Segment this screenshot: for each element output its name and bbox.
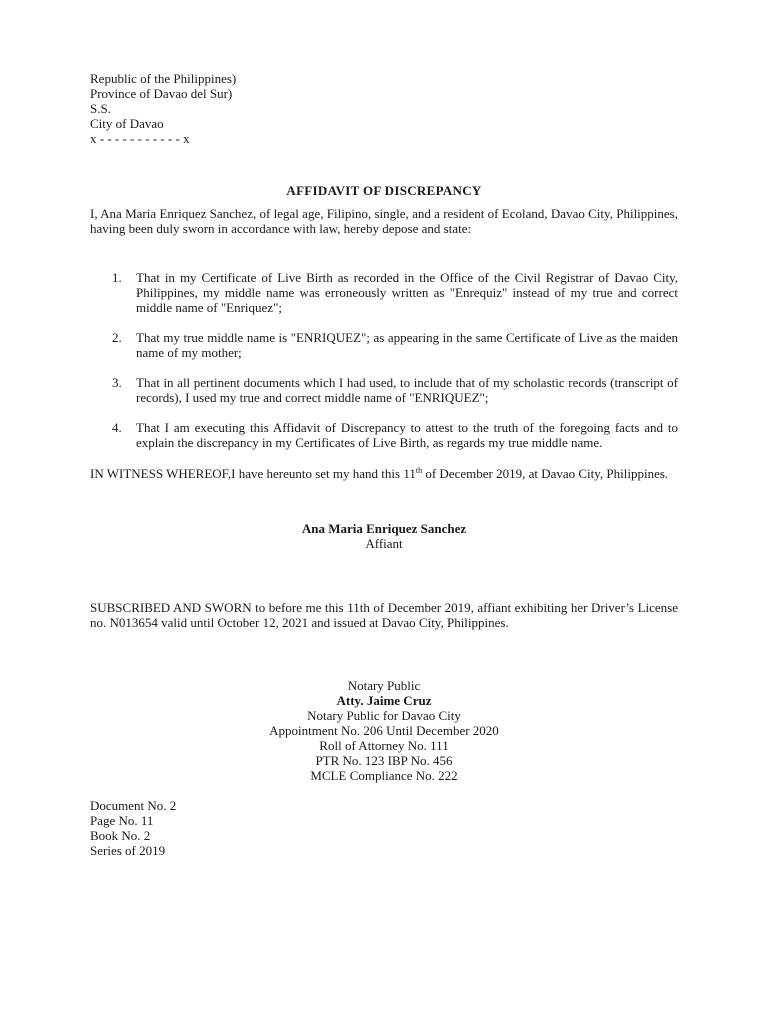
list-item <box>90 270 678 315</box>
list-item <box>90 375 678 405</box>
item-number: 1. <box>112 270 122 285</box>
caption-republic: Republic of the Philippines) <box>90 71 237 86</box>
document-title: AFFIDAVIT OF DISCREPANCY <box>286 183 482 198</box>
notary-commission: Notary Public for Davao City <box>307 708 461 723</box>
witness-text-end: of December 2019, at Davao City, Philippines. <box>422 466 669 481</box>
item-text: That in my Certificate of Live Birth as recorded in the Office of the Civil Registrar of Davao City, Philippines, my middle name was erroneously written as "Enrequiz" instead of my true and correct middle name of "Enriquez"; <box>136 270 678 315</box>
statement-list <box>90 270 678 450</box>
notary-ptr-ibp: PTR No. 123 IBP No. 456 <box>315 753 453 768</box>
intro-paragraph: I, Ana Maria Enriquez Sanchez, of legal age, Filipino, single, and a resident of Ecoland, Davao City, Philippines, having been duly sworn in accordance with law, hereby depose and state: <box>90 206 678 236</box>
series-year: Series of 2019 <box>90 843 166 858</box>
witness-paragraph <box>90 466 678 481</box>
jurat-paragraph: SUBSCRIBED AND SWORN to before me this 11th of December 2019, affiant exhibiting her Driver’s License no. N013654 valid until October 12, 2021 and issued at Davao City, Philippines. <box>90 600 678 630</box>
document-number: Document No. 2 <box>90 798 177 813</box>
affiant-label: Affiant <box>365 536 403 551</box>
item-number: 2. <box>112 330 122 345</box>
page-number: Page No. 11 <box>90 813 154 828</box>
notary-roll: Roll of Attorney No. 111 <box>319 738 449 753</box>
item-text: That in all pertinent documents which I had used, to include that of my scholastic records (transcript of records), I used my true and correct middle name of "ENRIQUEZ"; <box>136 375 678 405</box>
item-number: 4. <box>112 420 122 435</box>
notary-appointment: Appointment No. 206 Until December 2020 <box>269 723 499 738</box>
item-text: That my true middle name is "ENRIQUEZ"; as appearing in the same Certificate of Live as the maiden name of my mother; <box>136 330 678 360</box>
caption-city: City of Davao <box>90 116 164 131</box>
item-text: That I am executing this Affidavit of Discrepancy to attest to the truth of the foregoing facts and to explain the discrepancy in my Certificates of Live Birth, as regards my true middle name. <box>136 420 678 450</box>
caption-ss: S.S. <box>90 101 111 116</box>
item-number: 3. <box>112 375 122 390</box>
notary-mcle: MCLE Compliance No. 222 <box>310 768 458 783</box>
affidavit-document <box>90 71 678 858</box>
notary-block <box>90 678 678 783</box>
witness-text-start: IN WITNESS WHEREOF,I have hereunto set my hand this 11 <box>90 466 416 481</box>
ordinal-suffix: th <box>415 466 423 475</box>
venue-caption <box>90 71 678 146</box>
notarial-register-info <box>90 798 678 858</box>
notary-name: Atty. Jaime Cruz <box>336 693 432 708</box>
notary-heading: Notary Public <box>347 678 421 693</box>
book-number: Book No. 2 <box>90 828 151 843</box>
affiant-name: Ana Maria Enriquez Sanchez <box>301 521 467 536</box>
caption-separator: x - - - - - - - - - - - x <box>90 131 190 146</box>
list-item <box>90 330 678 360</box>
list-item <box>90 420 678 450</box>
caption-province: Province of Davao del Sur) <box>90 86 233 101</box>
